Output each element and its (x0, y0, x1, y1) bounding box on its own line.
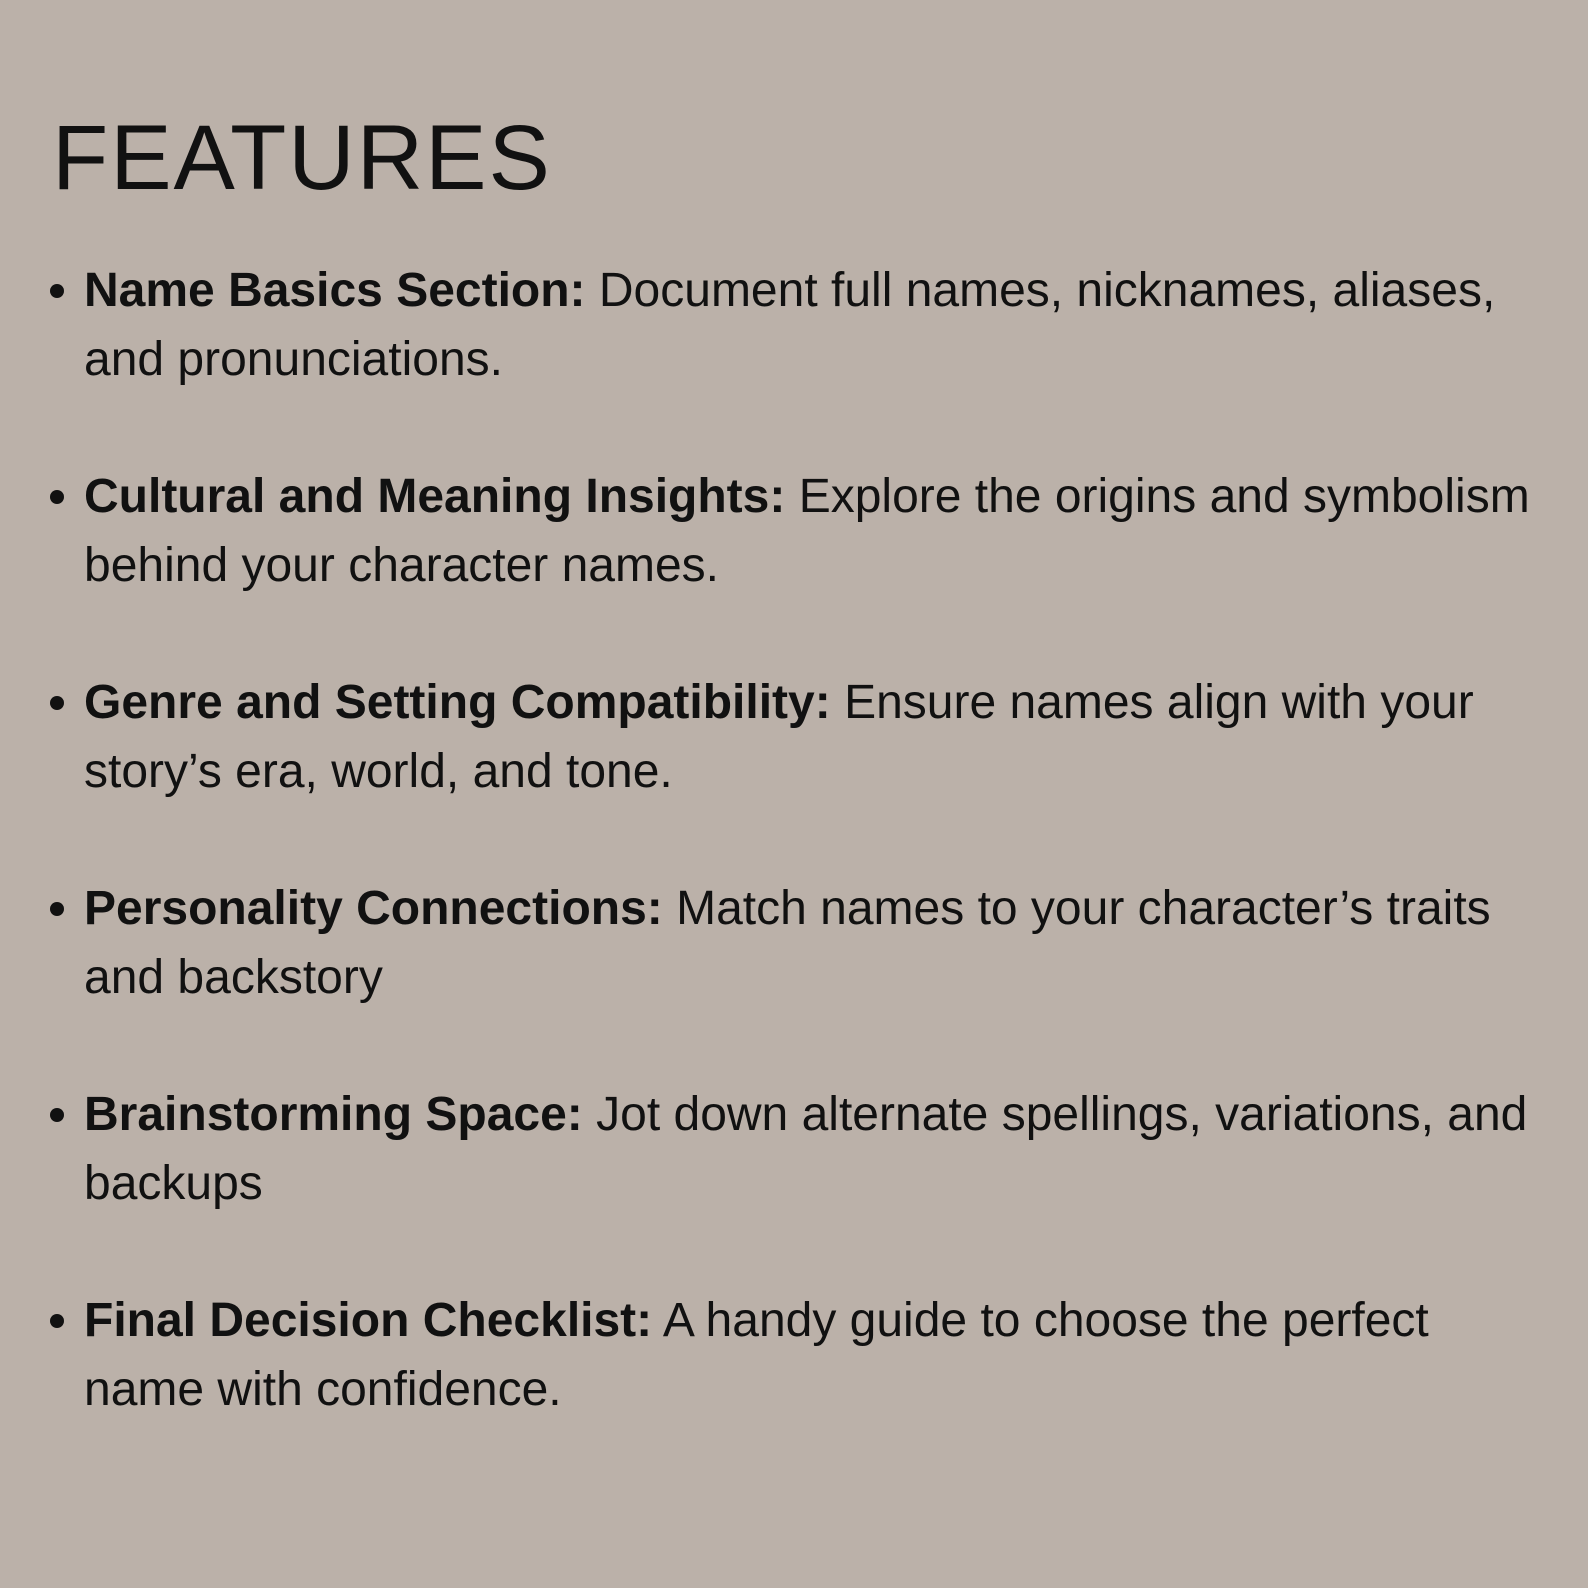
feature-item-name-basics (44, 256, 1534, 394)
feature-term: Personality Connections: (84, 882, 663, 935)
bullet-icon (50, 284, 64, 298)
feature-item-brainstorming (44, 1080, 1534, 1218)
feature-item-personality (44, 874, 1534, 1012)
feature-description: Ensure names align with your story’s era, world, and tone. (84, 676, 1474, 798)
feature-term: Cultural and Meaning Insights: (84, 470, 786, 523)
feature-term: Name Basics Section: (84, 264, 586, 317)
feature-description: A handy guide to choose the perfect name with confidence. (84, 1294, 1429, 1416)
feature-item-final-checklist (44, 1286, 1534, 1424)
feature-description: Document full names, nicknames, aliases, and pronunciations. (84, 264, 1496, 386)
feature-term: Final Decision Checklist: (84, 1294, 653, 1347)
bullet-icon (50, 696, 64, 710)
bullet-icon (50, 1314, 64, 1328)
feature-term: Brainstorming Space: (84, 1088, 583, 1141)
feature-description: Explore the origins and symbolism behind your character names. (84, 470, 1530, 592)
page-title: FEATURES (52, 107, 552, 209)
feature-term: Genre and Setting Compatibility: (84, 676, 831, 729)
feature-item-cultural-meaning (44, 462, 1534, 600)
bullet-icon (50, 490, 64, 504)
features-list (44, 256, 1534, 1492)
bullet-icon (50, 902, 64, 916)
feature-description: Jot down alternate spellings, variations, and backups (84, 1088, 1528, 1210)
feature-description: Match names to your character’s traits and backstory (84, 882, 1491, 1004)
bullet-icon (50, 1108, 64, 1122)
feature-item-genre-setting (44, 668, 1534, 806)
